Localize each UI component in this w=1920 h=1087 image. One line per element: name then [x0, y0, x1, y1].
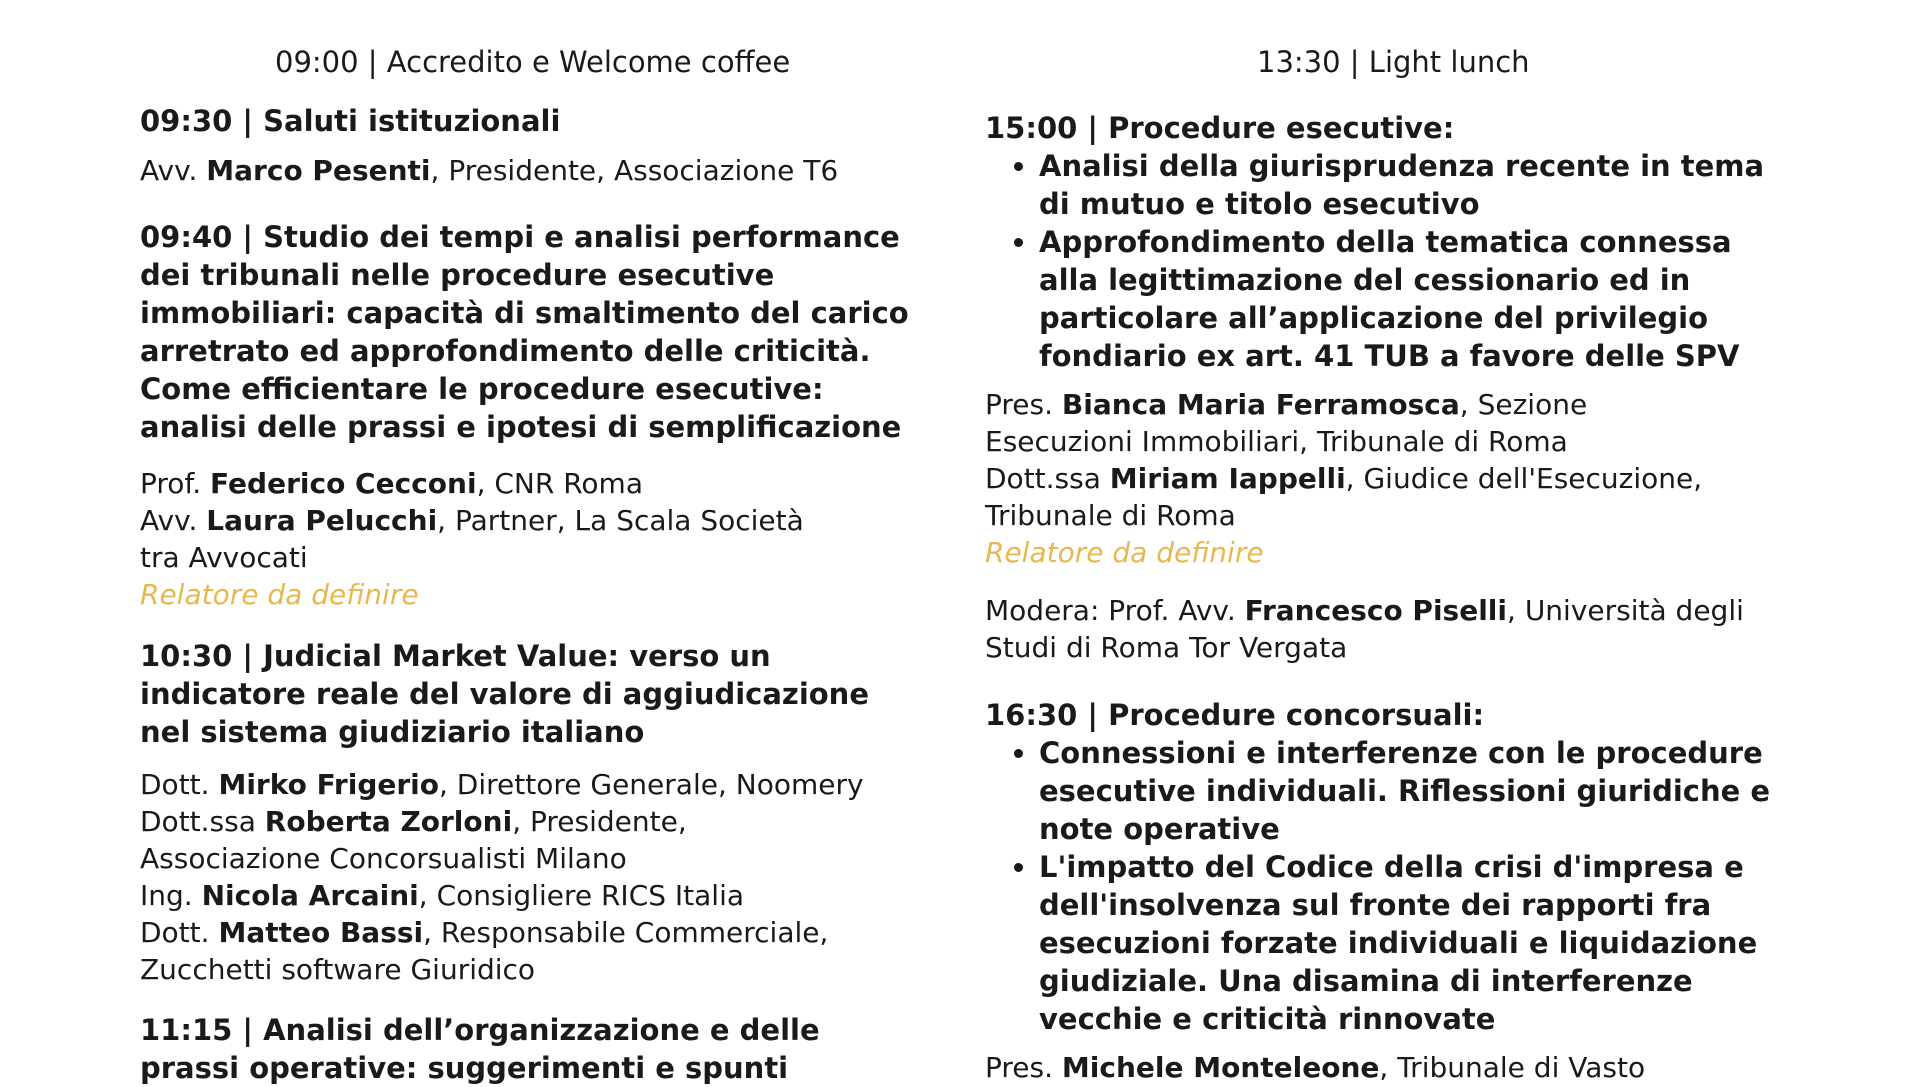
moderator-1500 [985, 592, 1805, 666]
header-lunch: 13:30 | Light lunch [1257, 45, 1530, 79]
speaker-line: Dott. Matteo Bassi, Responsabile Commerciale, Zucchetti software Giuridico [140, 916, 829, 986]
session-title: 15:00 | Procedure esecutive: [985, 111, 1455, 145]
bullet-item: • L'impatto del Codice della crisi d'impresa e dell'insolvenza sul fronte dei rapporti fra esecuzioni forzate individuali e liquidazione giudiziale. Una disamina di interferenze vecchie e criticità rinnovate [1039, 848, 1799, 1038]
bullet-item: • Connessioni e interferenze con le procedure esecutive individuali. Riflessioni giuridiche e note operative [1039, 734, 1799, 848]
session-1500 [985, 109, 1805, 375]
header-time: 13:30 [1257, 45, 1341, 79]
session-0930 [140, 102, 560, 140]
session-bullets [985, 147, 1789, 375]
session-title: 09:30 | Saluti istituzionali [140, 104, 561, 138]
session-bullets [985, 734, 1799, 1038]
speaker-tbd: Relatore da definire [985, 536, 1264, 569]
session-title: 09:40 | Studio dei tempi e analisi performance dei tribunali nelle procedure esecutive immobiliari: capacità di smaltimento del carico arretrato ed approfondimento delle criticità. [140, 220, 909, 368]
speakers-0930 [140, 152, 838, 189]
speakers-1630 [985, 1049, 1805, 1086]
session-subtitle: Come efficientare le procedure esecutive: analisi delle prassi e ipotesi di semplificazione [140, 372, 902, 444]
speaker-line: Dott. Mirko Frigerio, Direttore Generale, Noomery [140, 768, 864, 801]
bullet-item: • Approfondimento della tematica connessa alla legittimazione del cessionario ed in particolare all’applicazione del privilegio fondiario ex art. 41 TUB a favore delle SPV [1039, 223, 1789, 375]
speaker-line: Dott.ssa Roberta Zorloni, Presidente, Associazione Concorsualisti Milano [140, 805, 687, 875]
header-title: Accredito e Welcome coffee [386, 45, 791, 79]
speaker-line: Avv. Marco Pesenti, Presidente, Associazione T6 [140, 154, 839, 187]
speakers-1030 [140, 766, 920, 988]
session-title: 16:30 | Procedure concorsuali: [985, 698, 1485, 732]
session-1630 [985, 696, 1805, 1038]
bullet-item: • Analisi della giurisprudenza recente in tema di mutuo e titolo esecutivo [1039, 147, 1789, 223]
speaker-line: Pres. Michele Monteleone, Tribunale di Vasto [985, 1051, 1646, 1084]
speaker-line: Ing. Nicola Arcaini, Consigliere RICS Italia [140, 879, 745, 912]
speakers-0940 [140, 465, 920, 613]
speaker-line: Prof. Federico Cecconi, CNR Roma [140, 467, 643, 500]
speaker-line: Dott.ssa Miriam Iappelli, Giudice dell'Esecuzione, Tribunale di Roma [985, 462, 1703, 532]
session-1115 [140, 1011, 920, 1087]
header-welcome: 09:00 | Accredito e Welcome coffee [275, 45, 791, 79]
speaker-line: Avv. Laura Pelucchi, Partner, La Scala Società tra Avvocati [140, 504, 804, 574]
header-time: 09:00 [275, 45, 359, 79]
speaker-tbd: Relatore da definire [140, 578, 419, 611]
moderator-line: Modera: Prof. Avv. Francesco Piselli, Università degli Studi di Roma Tor Vergata [985, 594, 1744, 664]
session-1030 [140, 637, 920, 751]
header-title: Light lunch [1368, 45, 1530, 79]
speakers-1500 [985, 386, 1725, 571]
session-title: 11:15 | Analisi dell’organizzazione e delle prassi operative: suggerimenti e spunti [140, 1013, 820, 1085]
session-0940 [140, 218, 920, 446]
session-title: 10:30 | Judicial Market Value: verso un indicatore reale del valore di aggiudicazione nel sistema giudiziario italiano [140, 639, 869, 749]
speaker-line: Pres. Bianca Maria Ferramosca, Sezione Esecuzioni Immobiliari, Tribunale di Roma [985, 388, 1588, 458]
